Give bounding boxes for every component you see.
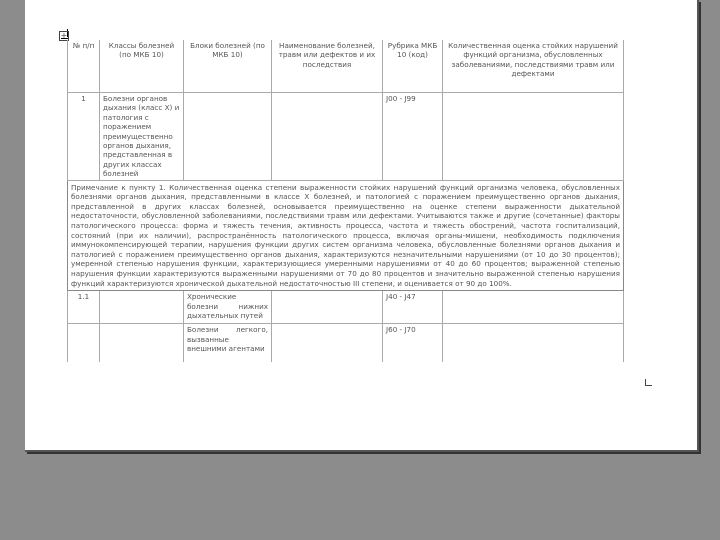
- cell-block: [184, 93, 272, 181]
- header-num: № п/п: [68, 40, 100, 93]
- table-note-row: [68, 180, 624, 291]
- note-text: Примечание к пункту 1. Количественная оценка степени выраженности стойких нарушений функций организма человека, обусловленных болезнями органов дыхания, представленными в классе X болезней, и патологией с поражением преимущественно органов дыхания, представленной в других классах болезней, основывается преимущественно на оценке степени выраженности дыхательной недостаточности, обусловленной заболеваниями, последствиями травм или дефектами. Учитываются также и другие (сочетанные) факторы патологического процесса: форма и тяжесть течения, активность процесса, частота и тяжесть обострений, частота госпитализаций, состояний (при их наличии), распространённость патологического процесса, включая органы-мишени, необходимость подключения иммунокомпенсирующей терапии, нарушения функции других систем организма человека, обусловленные болезнями органов дыхания и патологией с поражением преимущественно органов дыхания, характеризуются незначительными нарушениями (от 10 до 30 процентов); умеренной степенью нарушения функции, характеризующиеся умеренными нарушениями от 40 до 60 процентов; выраженной степенью нарушения функции характеризуются выраженными нарушениями от 70 до 80 процентов и значительно выраженной степенью нарушения функций характеризуются хронической дыхательной недостаточностью III степени, и оценивается от 90 до 100%.: [68, 180, 624, 291]
- cell-name: [272, 291, 383, 324]
- header-name: Наименование болезней, травм или дефектов и их последствия: [272, 40, 383, 93]
- cell-class: Болезни органов дыхания (класс X) и патология с поражением преимущественно органов дыхания, представленная в других классах болезней: [100, 93, 184, 181]
- cell-code: J00 - J99: [383, 93, 443, 181]
- cell-block: Хронические болезни нижних дыхательных путей: [184, 291, 272, 324]
- cell-assessment: [443, 324, 624, 363]
- cell-block: Болезни легкого, вызванные внешними агентами: [184, 324, 272, 363]
- header-block: Блоки болезней (по МКБ 10): [184, 40, 272, 93]
- cell-num: 1.1: [68, 291, 100, 324]
- cell-name: [272, 324, 383, 363]
- table-anchor-icon[interactable]: +: [60, 31, 68, 40]
- cell-assessment: [443, 93, 624, 181]
- table-header-row: [68, 40, 624, 93]
- header-code: Рубрика МКБ 10 (код): [383, 40, 443, 93]
- cell-code: J40 - J47: [383, 291, 443, 324]
- cell-class: [100, 324, 184, 363]
- disability-table: [67, 40, 624, 362]
- cell-num: 1: [68, 93, 100, 181]
- header-assessment: Количественная оценка стойких нарушений функций организма, обусловленных заболеваниями, последствиями травм или дефектами: [443, 40, 624, 93]
- table-row: [68, 324, 624, 363]
- cell-assessment: [443, 291, 624, 324]
- cell-class: [100, 291, 184, 324]
- cell-code: J60 - J70: [383, 324, 443, 363]
- cell-num: [68, 324, 100, 363]
- table-resize-handle[interactable]: [645, 379, 652, 386]
- document-page: [25, 0, 699, 452]
- cell-name: [272, 93, 383, 181]
- header-class: Классы болезней (по МКБ 10): [100, 40, 184, 93]
- table-row: [68, 93, 624, 181]
- table-row: [68, 291, 624, 324]
